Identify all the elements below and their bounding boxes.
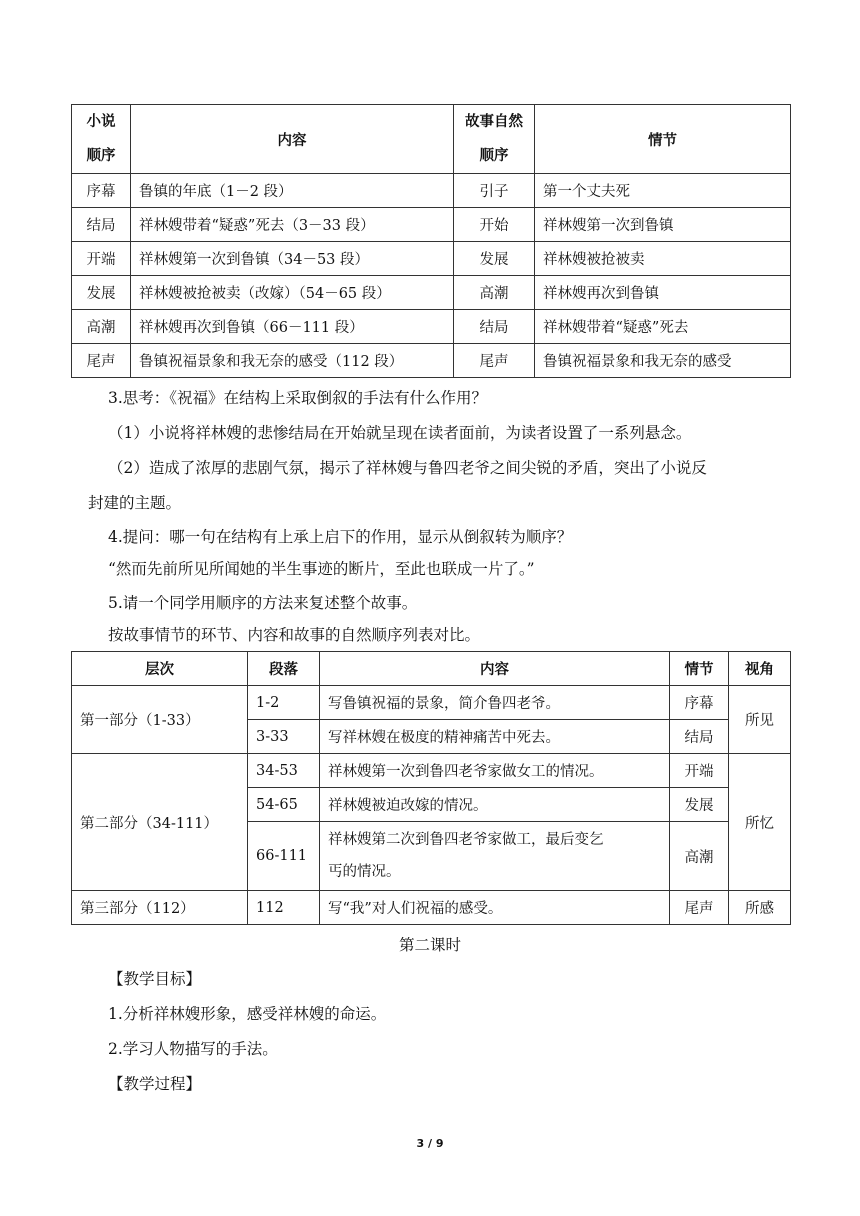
cell: 祥林嫂带着“疑惑”死去（3－33 段） — [131, 208, 454, 242]
table-row — [72, 276, 791, 310]
header-novel-order: 小说 顺序 — [72, 105, 131, 174]
cell: 高潮 — [454, 276, 535, 310]
table-row — [72, 174, 791, 208]
question-3: 3.思考：《祝福》在结构上采取倒叙的手法有什么作用？ — [108, 389, 488, 407]
part-3-label: 第三部分（112） — [72, 891, 248, 925]
cell: 发展 — [72, 276, 131, 310]
header-level: 层次 — [72, 652, 248, 686]
cell: 3-33 — [248, 720, 320, 754]
header-plot: 情节 — [670, 652, 729, 686]
cell: 112 — [248, 891, 320, 925]
answer-4: “然而先前所见所闻她的半生事迹的断片，至此也联成一片了。” — [108, 560, 535, 578]
answer-1: （1）小说将祥林嫂的悲惨结局在开始就呈现在读者面前，为读者设置了一系列悬念。 — [108, 424, 692, 442]
cell: 发展 — [454, 242, 535, 276]
table-row — [72, 310, 791, 344]
cell: 序幕 — [72, 174, 131, 208]
header-content: 内容 — [320, 652, 670, 686]
table-row — [72, 242, 791, 276]
cell: 祥林嫂第二次到鲁四老爷家做工，最后变乞 丐的情况。 — [320, 822, 670, 891]
table-intro: 按故事情节的环节、内容和故事的自然顺序列表对比。 — [108, 626, 481, 644]
cell: 祥林嫂再次到鲁镇 — [535, 276, 791, 310]
cell: 引子 — [454, 174, 535, 208]
goal-1: 1.分析祥林嫂形象，感受祥林嫂的命运。 — [108, 1005, 387, 1023]
part-3-view: 所感 — [729, 891, 791, 925]
header-view: 视角 — [729, 652, 791, 686]
cell: 写“我”对人们祝福的感受。 — [320, 891, 670, 925]
cell: 发展 — [670, 788, 729, 822]
cell: 66-111 — [248, 822, 320, 891]
cell: 高潮 — [72, 310, 131, 344]
goal-2: 2.学习人物描写的手法。 — [108, 1040, 278, 1058]
cell: 祥林嫂再次到鲁镇（66－111 段） — [131, 310, 454, 344]
cell: 鲁镇的年底（1－2 段） — [131, 174, 454, 208]
cell: 祥林嫂第一次到鲁镇 — [535, 208, 791, 242]
cell: 祥林嫂被迫改嫁的情况。 — [320, 788, 670, 822]
cell: 尾声 — [670, 891, 729, 925]
structure-table — [71, 651, 791, 925]
header-natural-order: 故事自然 顺序 — [454, 105, 535, 174]
page-number: 3 / 9 — [416, 1137, 444, 1150]
cell: 1-2 — [248, 686, 320, 720]
cell: 鲁镇祝福景象和我无奈的感受（112 段） — [131, 344, 454, 378]
cell: 54-65 — [248, 788, 320, 822]
cell: 鲁镇祝福景象和我无奈的感受 — [535, 344, 791, 378]
cell: 写祥林嫂在极度的精神痛苦中死去。 — [320, 720, 670, 754]
table-row — [72, 891, 791, 925]
cell: 结局 — [454, 310, 535, 344]
process-heading: 【教学过程】 — [108, 1075, 202, 1093]
cell: 祥林嫂被抢被卖 — [535, 242, 791, 276]
part-2-label: 第二部分（34-111） — [72, 754, 248, 891]
question-4: 4.提问：哪一句在结构有上承上启下的作用，显示从倒叙转为顺序？ — [108, 528, 573, 546]
cell: 开端 — [72, 242, 131, 276]
table-row — [72, 208, 791, 242]
header-paragraph: 段落 — [248, 652, 320, 686]
plot-order-table — [71, 104, 791, 378]
cell: 祥林嫂第一次到鲁四老爷家做女工的情况。 — [320, 754, 670, 788]
cell: 结局 — [72, 208, 131, 242]
cell: 高潮 — [670, 822, 729, 891]
cell: 尾声 — [454, 344, 535, 378]
cell: 开始 — [454, 208, 535, 242]
answer-2-line1: （2）造成了浓厚的悲剧气氛，揭示了祥林嫂与鲁四老爷之间尖锐的矛盾，突出了小说反 — [108, 459, 707, 477]
answer-2-line2: 封建的主题。 — [88, 494, 182, 512]
table-row — [72, 344, 791, 378]
cell: 34-53 — [248, 754, 320, 788]
header-content: 内容 — [131, 105, 454, 174]
cell: 结局 — [670, 720, 729, 754]
cell: 尾声 — [72, 344, 131, 378]
part-1-view: 所见 — [729, 686, 791, 754]
cell: 祥林嫂带着“疑惑”死去 — [535, 310, 791, 344]
goals-heading: 【教学目标】 — [108, 970, 202, 988]
cell: 开端 — [670, 754, 729, 788]
lesson-title: 第二课时 — [398, 936, 461, 954]
cell: 祥林嫂第一次到鲁镇（34－53 段） — [131, 242, 454, 276]
table-row — [72, 754, 791, 788]
part-2-view: 所忆 — [729, 754, 791, 891]
table-row — [72, 686, 791, 720]
cell: 写鲁镇祝福的景象，简介鲁四老爷。 — [320, 686, 670, 720]
question-5: 5.请一个同学用顺序的方法来复述整个故事。 — [108, 594, 418, 612]
cell: 祥林嫂被抢被卖（改嫁）（54－65 段） — [131, 276, 454, 310]
part-1-label: 第一部分（1-33） — [72, 686, 248, 754]
cell: 第一个丈夫死 — [535, 174, 791, 208]
header-plot: 情节 — [535, 105, 791, 174]
cell: 序幕 — [670, 686, 729, 720]
